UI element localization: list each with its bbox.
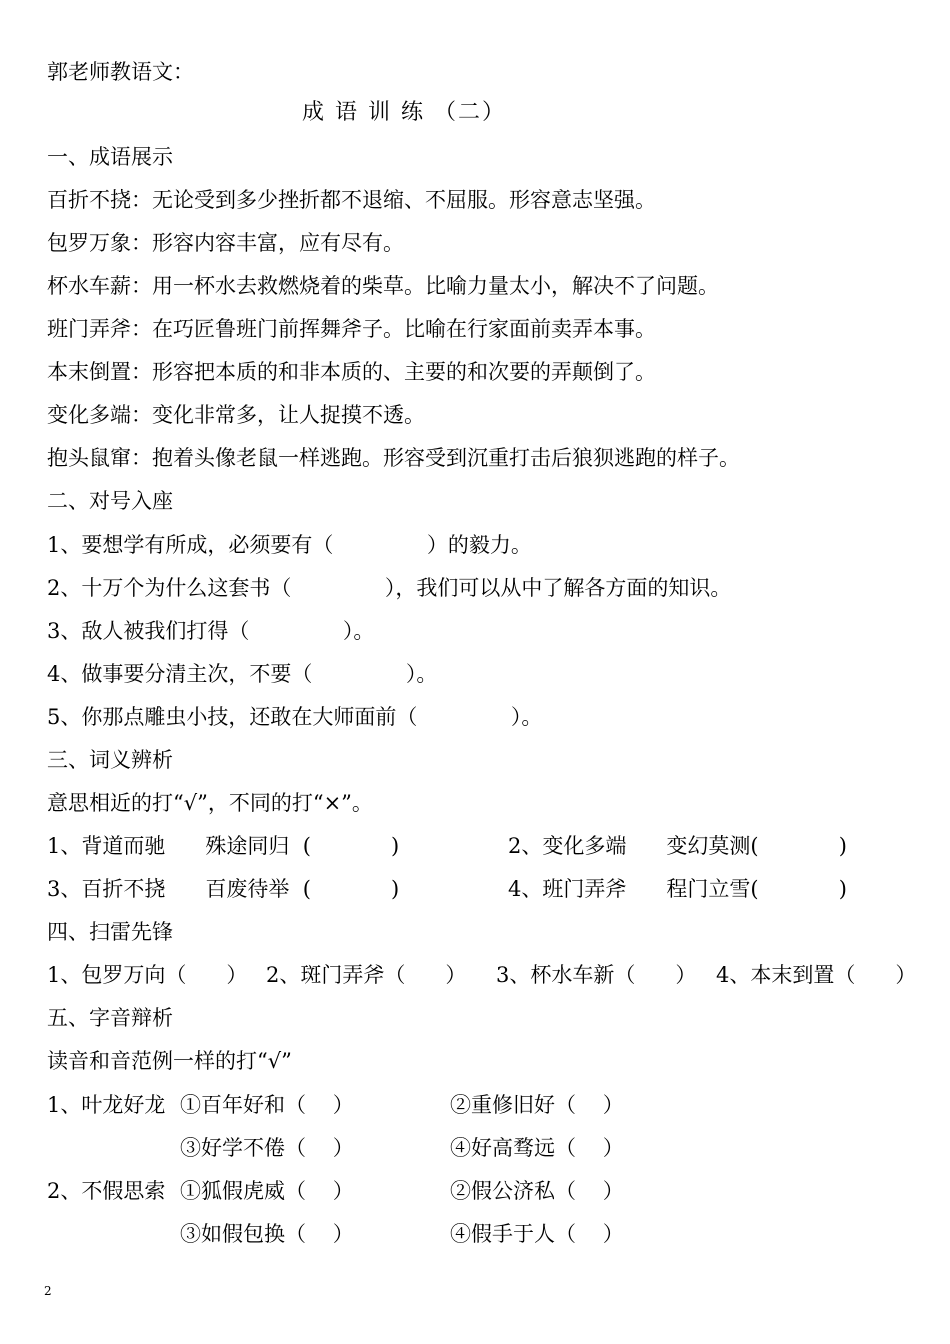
typo-question: 1、包罗万向（ ） xyxy=(47,963,248,987)
fill-blank-question: 1、要想学有所成，必须要有（ ）的毅力。 xyxy=(47,533,532,557)
idiom-definition: 百折不挠：无论受到多少挫折都不退缩、不屈服。形容意志坚强。 xyxy=(47,188,656,212)
pronunciation-option: ③如假包换（ ） xyxy=(180,1222,354,1246)
idiom-definition: 本末倒置：形容把本质的和非本质的、主要的和次要的弄颠倒了。 xyxy=(47,360,656,384)
section-heading-5: 五、字音辩析 xyxy=(47,1006,173,1030)
page-number: 2 xyxy=(44,1284,52,1298)
page-title: 成 语 训 练 （二） xyxy=(302,100,506,125)
pronunciation-option: ④好高骛远（ ） xyxy=(450,1136,624,1160)
idiom-definition: 班门弄斧：在巧匠鲁班门前挥舞斧子。比喻在行家面前卖弄本事。 xyxy=(47,317,656,341)
fill-blank-question: 4、做事要分清主次，不要（ ）。 xyxy=(47,662,438,686)
typo-question: 4、本末到置（ ） xyxy=(716,963,917,987)
meaning-pair-question: 3、百折不挠 百废待举 ( ) xyxy=(47,877,400,901)
fill-blank-question: 5、你那点雕虫小技，还敢在大师面前（ ）。 xyxy=(47,705,543,729)
pronunciation-option: ②假公济私（ ） xyxy=(450,1179,624,1203)
pronunciation-option: ④假手于人（ ） xyxy=(450,1222,624,1246)
section-heading-4: 四、扫雷先锋 xyxy=(47,920,173,944)
section-heading-2: 二、对号入座 xyxy=(47,489,173,513)
idiom-definition: 变化多端：变化非常多，让人捉摸不透。 xyxy=(47,403,425,427)
meaning-pair-question: 1、背道而驰 殊途同归 ( ) xyxy=(47,834,400,858)
section-heading-3: 三、词义辨析 xyxy=(47,748,173,772)
section-instruction: 读音和音范例一样的打“√” xyxy=(47,1049,292,1073)
page-header: 郭老师教语文： xyxy=(47,60,194,84)
pronunciation-group-label: 2、不假思索 xyxy=(47,1179,166,1203)
meaning-pair-question: 4、班门弄斧 程门立雪( ) xyxy=(508,877,847,901)
typo-question: 3、杯水车新（ ） xyxy=(496,963,697,987)
section-instruction: 意思相近的打“√”，不同的打“×”。 xyxy=(47,791,373,815)
idiom-definition: 抱头鼠窜：抱着头像老鼠一样逃跑。形容受到沉重打击后狼狈逃跑的样子。 xyxy=(47,446,740,470)
pronunciation-option: ①狐假虎威（ ） xyxy=(180,1179,354,1203)
typo-question: 2、斑门弄斧（ ） xyxy=(266,963,467,987)
fill-blank-question: 2、十万个为什么这套书（ ），我们可以从中了解各方面的知识。 xyxy=(47,576,732,600)
pronunciation-option: ②重修旧好（ ） xyxy=(450,1093,624,1117)
pronunciation-option: ③好学不倦（ ） xyxy=(180,1136,354,1160)
pronunciation-option: ①百年好和（ ） xyxy=(180,1093,354,1117)
fill-blank-question: 3、敌人被我们打得（ ）。 xyxy=(47,619,375,643)
meaning-pair-question: 2、变化多端 变幻莫测( ) xyxy=(508,834,847,858)
idiom-definition: 杯水车薪：用一杯水去救燃烧着的柴草。比喻力量太小，解决不了问题。 xyxy=(47,274,719,298)
section-heading-1: 一、成语展示 xyxy=(47,145,173,169)
pronunciation-group-label: 1、叶龙好龙 xyxy=(47,1093,166,1117)
idiom-definition: 包罗万象：形容内容丰富，应有尽有。 xyxy=(47,231,404,255)
